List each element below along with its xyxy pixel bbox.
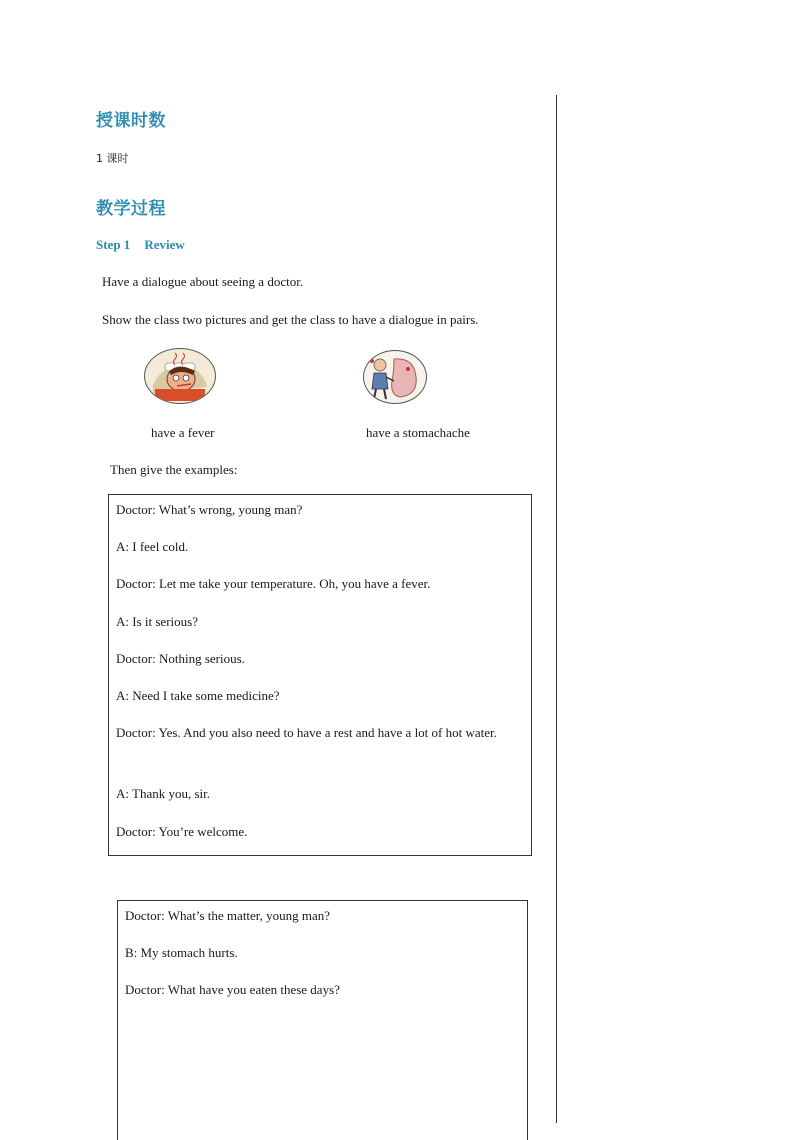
step1-title: Review	[144, 237, 185, 252]
examples-intro: Then give the examples:	[110, 462, 238, 477]
dialogue1-line: Doctor: Yes. And you also need to have a rest and have a lot of hot water.	[116, 725, 497, 740]
dialogue-box-2	[117, 900, 528, 1140]
dialogue2-line: Doctor: What have you eaten these days?	[125, 982, 340, 997]
dialogue1-line: Doctor: What’s wrong, young man?	[116, 502, 303, 517]
hours-value: 1 课时	[96, 152, 129, 165]
dialogue1-line: Doctor: You’re welcome.	[116, 824, 248, 839]
dialogue1-line: A: Thank you, sir.	[116, 786, 211, 801]
page-column-divider	[556, 95, 557, 1123]
stomachache-picture	[363, 350, 427, 404]
dialogue1-line: A: Need I take some medicine?	[116, 688, 280, 703]
dialogue1-line: A: Is it serious?	[116, 614, 198, 629]
hours-heading: 授课时数	[96, 111, 166, 131]
fever-illustration-icon	[145, 349, 215, 403]
dialogue-box-1	[108, 494, 532, 856]
stomachache-illustration-icon	[364, 351, 426, 403]
process-heading: 教学过程	[96, 199, 166, 219]
picture-caption-stomachache: have a stomachache	[366, 425, 470, 440]
picture-caption-fever: have a fever	[151, 425, 215, 440]
dialogue2-line: B: My stomach hurts.	[125, 945, 238, 960]
intro-line-2: Show the class two pictures and get the class to have a dialogue in pairs.	[102, 312, 479, 327]
dialogue1-line: Doctor: Let me take your temperature. Oh, you have a fever.	[116, 576, 431, 591]
dialogue1-line: A: I feel cold.	[116, 539, 189, 554]
step1-heading	[96, 237, 185, 253]
dialogue1-line: Doctor: Nothing serious.	[116, 651, 245, 666]
step1-label: Step 1	[96, 237, 131, 252]
fever-picture	[144, 348, 216, 404]
intro-line-1: Have a dialogue about seeing a doctor.	[102, 274, 304, 289]
dialogue2-line: Doctor: What’s the matter, young man?	[125, 908, 331, 923]
